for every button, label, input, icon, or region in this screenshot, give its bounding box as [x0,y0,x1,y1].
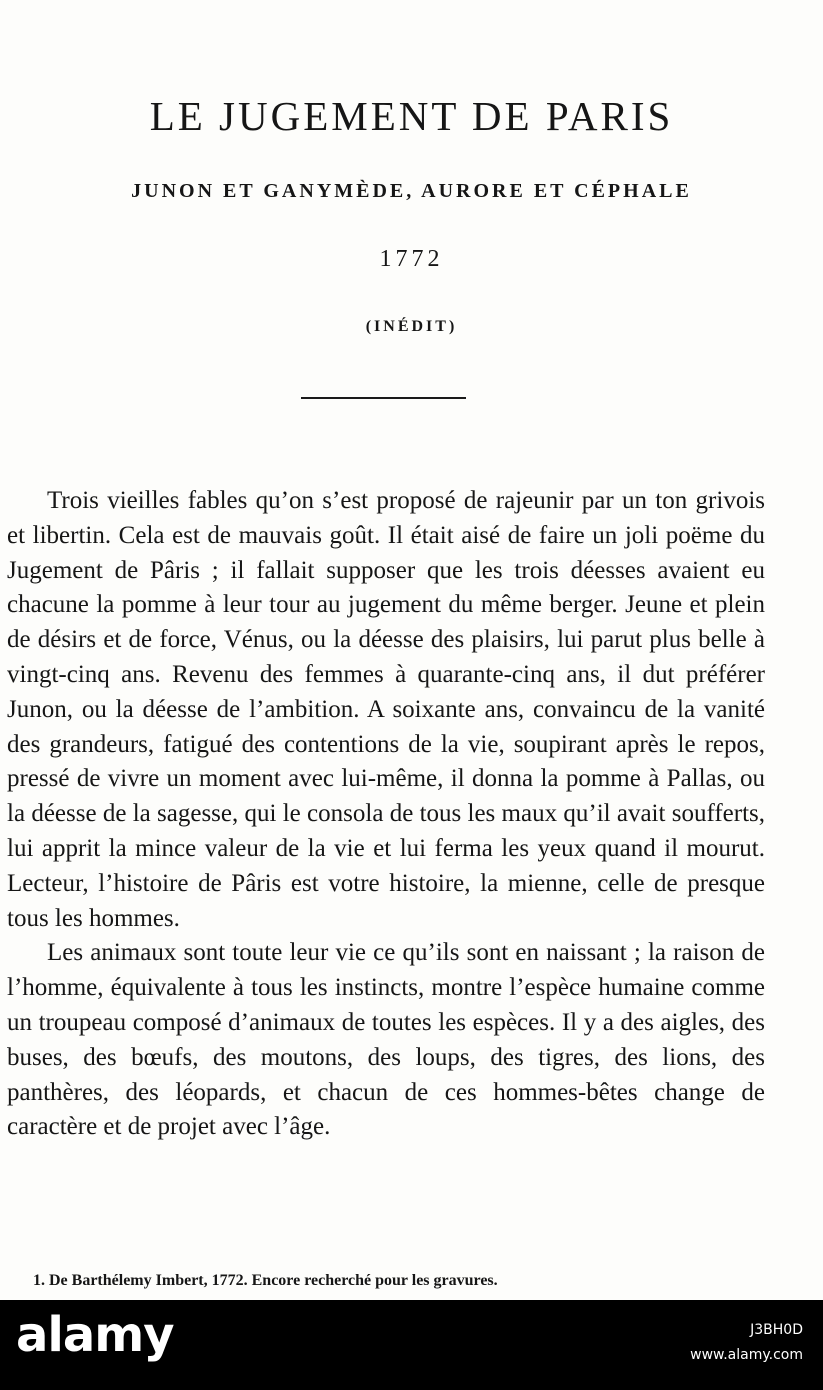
body-text [7,484,765,1145]
page-title: LE JUGEMENT DE PARIS [149,93,674,139]
inedit-note: (INÉDIT) [365,318,458,335]
watermark-url: www.alamy.com [690,1347,803,1363]
paragraph-1: Trois vieilles fables qu’on s’est proposé de rajeunir par un ton grivois et libertin. Cela est de mauvais goût. Il était aisé de faire un joli poëme du Jugement de Pâris ; il fallait supposer que les trois déesses avaient eu chacune la pomme à leur tour au jugement du même berger. Jeune et plein de désirs et de force, Vénus, ou la déesse des plaisirs, lui parut plus belle à vingt-cinq ans. Revenu des femmes à quarante-cinq ans, il dut préférer Junon, ou la déesse de l’ambition. A soixante ans, convaincu de la vanité des grandeurs, fatigué des contentions de la vie, soupirant après le repos, pressé de vivre un moment avec lui-même, il donna la pomme à Pallas, ou la déesse de la sagesse, qui le consola de tous les maux qu’il avait soufferts, lui apprit la mince valeur de la vie et lui ferma les yeux quand il mourut. Lecteur, l’histoire de Pâris est votre histoire, la mienne, celle de presque tous les hommes. [7,487,765,932]
section-divider [301,397,466,399]
footnote: 1. De Barthélemy Imbert, 1772. Encore recherché pour les gravures. [33,1272,498,1289]
alamy-logo: alamy [16,1307,174,1363]
year-label: 1772 [379,246,444,272]
paragraph-2: Les animaux sont toute leur vie ce qu’ils sont en naissant ; la raison de l’homme, équivalente à tous les instincts, montre l’espèce humaine comme un troupeau composé d’animaux de toutes les espèces. Il y a des aigles, des buses, des bœufs, des moutons, des loups, des tigres, des lions, des panthères, des léopards, et chacun de ces hommes-bêtes change de caractère et de projet avec l’âge. [7,939,765,1141]
image-id: J3BH0D [750,1322,803,1338]
page-subtitle: JUNON ET GANYMÈDE, AURORE ET CÉPHALE [131,180,692,202]
